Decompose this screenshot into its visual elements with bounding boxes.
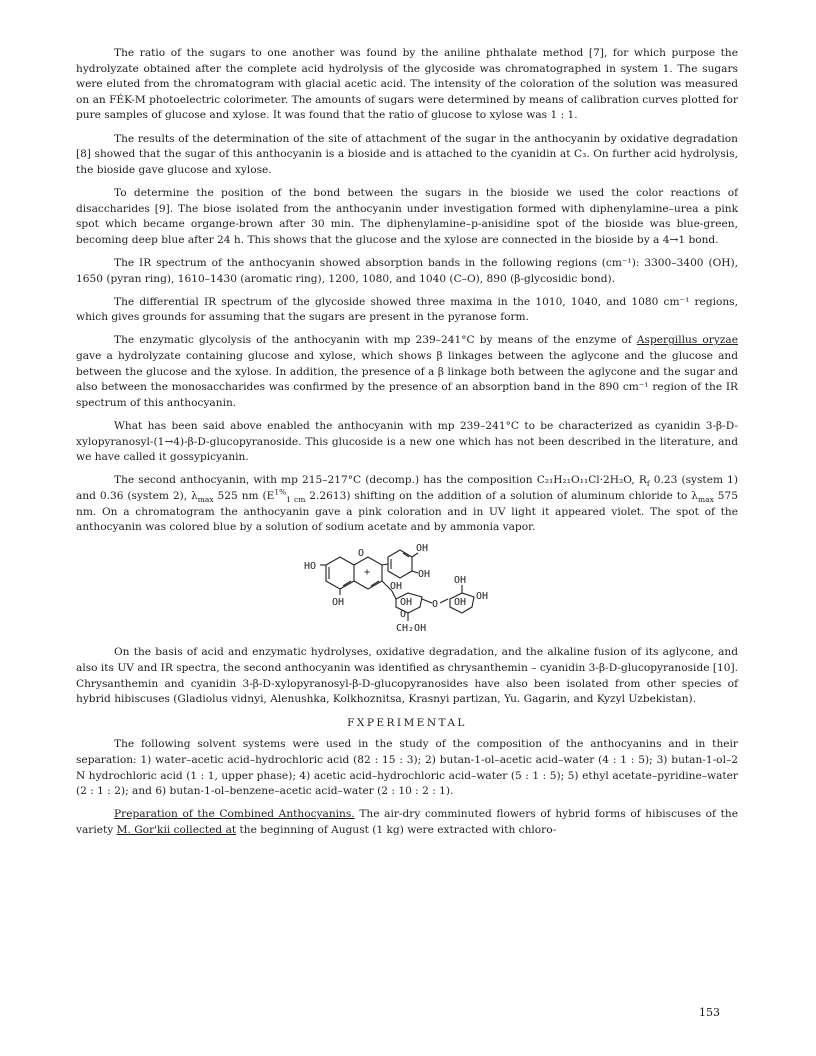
b-ring-oh-right-label: OH [418, 569, 431, 581]
second-p4: 2.2613) shifting on the addition of a solution of aluminum chloride to λ [305, 490, 699, 502]
chemical-structure-drawing [304, 543, 514, 635]
experimental-heading: FXPERIMENTAL [347, 716, 467, 729]
paragraph-sugar-ratio: The ratio of the sugars to one another was found by the aniline phthalate method [7], for which purpose the hydrolyzate obtained after the complete acid hydrolysis of the glycoside was chromatographed in system 1. The sugars were eluted from the chromatogram with glacial acetic acid. The intensity of the coloration of the solution was measured on an FÉK-M photoelectric colorimeter. The amounts of sugars were determined by means of calibration curves plotted for pure samples of glucose and xylose. It was found that the ratio of glucose to xylose was 1 : 1. [76, 47, 738, 122]
paragraph-bond-position: To determine the position of the bond between the sugars in the bioside we used the color reactions of disaccharides [9]. The biose isolated from the anthocyanin under investigation formed with diphenylamine–urea a pink spot which became organge-brown after 30 min. The diphenylamine–p-anisidine spot of the bioside was blue-green, becoming deep blue after 24 h. This shows that the glucose and the xylose are connected in the bioside by a 4→1 bond. [76, 186, 738, 246]
enzymatic-before: The enzymatic glycolysis of the anthocyanin with mp 239–241°C by means of the enzyme of [114, 334, 637, 347]
b-ring-oh-top-label: OH [416, 543, 429, 555]
paragraph-solvents: The following solvent systems were used in the study of the composition of the anthocyanins and in their separation: 1) water–acetic acid–hydrochloric acid (82 : 15 : 3); 2) butan-1-ol–acetic acid–water (4 : 1 : 5); 3) butan-1-ol–2 N hydrochloric acid (1 : 1, upper phase); 4) acetic acid–hydrochloric acid–water (5 : 1 : 5); 5) ethyl acetate–pyridine–water (2 : 1 : 2); and 6) butan-1-ol–benzene–acetic acid–water (2 : 10 : 2 : 1). [76, 738, 738, 798]
xylose-ring-oh-label: OH [454, 597, 467, 609]
ho-label: HO [304, 561, 317, 573]
enzymatic-after: gave a hydrolyzate containing glucose and xylose, which shows β linkages between the aglycone and the glucose and between the glucose and the xylose. In addition, the presence of a β linkage both between the aglycone and the sugar and also between the monosaccharides was confirmed by the presence of an absorption band in the 890 cm⁻¹ region of the IR spectrum of this anthocyanin. [76, 350, 738, 409]
xylose-oh-right-label: OH [476, 591, 489, 603]
paragraph-enzymatic [76, 333, 738, 411]
preparation-variety: M. Gor'kii collected at [116, 823, 237, 836]
second-p1: The second anthocyanin, with mp 215–217°C (decomp.) has the composition [114, 474, 537, 487]
flavylium-plus-label: + [364, 567, 371, 579]
ch2oh-label: CH₂OH [396, 623, 427, 635]
extinction-sub: 1 cm [286, 495, 306, 505]
rf-subscript: f [646, 479, 650, 489]
ring-oxygen-label: O [358, 548, 365, 560]
paragraph-preparation [76, 807, 738, 838]
preparation-title: Preparation of the Combined Anthocyanins. [114, 808, 355, 821]
glucose-ring-o-label: O [400, 609, 407, 621]
paragraph-second-anthocyanin [76, 473, 738, 535]
chemical-structure-figure [76, 543, 738, 635]
lambda-max-sub-2: max [698, 495, 714, 505]
paragraph-summary: What has been said above enabled the anthocyanin with mp 239–241°C to be characterized as cyanidin 3-β-D-xylopyranosyl-(1→4)-β-D-glucopyranoside. This glucoside is a new one which has not been described in the literature, and we have called it gossypicyanin. [76, 420, 738, 464]
article-body [76, 46, 738, 846]
glycosidic-o-label: O [432, 599, 439, 611]
paragraph-ir-spectrum: The IR spectrum of the anthocyanin showed absorption bands in the following regions (cm⁻¹): 3300–3400 (OH), 1650 (pyran ring), 1610–1430 (aromatic ring), 1200, 1080, and 1040 (C–O), 890 (β-glycosidic bond). [76, 256, 738, 285]
composition-formula: C₂₁H₂₁O₁₁Cl·2H₂O, R [536, 474, 647, 487]
glucose-oh-top-label: OH [390, 581, 403, 593]
preparation-before: The air-dry comminuted flowers of hybrid forms of hibiscuses of the variety [76, 808, 738, 836]
second-p5: 575 nm. On a chromatogram the anthocyanin gave a pink coloration and in UV light it appeared violet. The spot of the anthocyanin was colored blue by a solution of sodium acetate and by ammonia vapor. [76, 490, 739, 534]
organism-name: Aspergillus oryzae [636, 334, 738, 347]
xylose-oh-top-label: OH [454, 575, 467, 587]
paragraph-differential-ir: The differential IR spectrum of the glycoside showed three maxima in the 1010, 1040, and 1080 cm⁻¹ regions, which gives grounds for assuming that the sugars are present in the pyranose form. [76, 295, 738, 324]
glucose-ring-oh-label: OH [400, 597, 413, 609]
second-p2: 0.23 (system 1) and 0.36 (system 2), λ [76, 474, 739, 502]
preparation-after: the beginning of August (1 kg) were extracted with chloro- [236, 823, 557, 836]
a-ring-oh-label: OH [332, 597, 345, 609]
lambda-max-sub-1: max [197, 495, 214, 505]
second-p3: 525 nm (E [213, 490, 275, 502]
extinction-sup: 1% [274, 487, 287, 497]
page-number: 153 [699, 1006, 720, 1019]
paragraph-site-attachment: The results of the determination of the site of attachment of the sugar in the anthocyanin by oxidative degradation [8] showed that the sugar of this anthocyanin is a bioside and is attached to the cyanidin at C₃. On further acid hydrolysis, the bioside gave glucose and xylose. [76, 132, 738, 176]
paragraph-conclusion: On the basis of acid and enzymatic hydrolyses, oxidative degradation, and the alkaline fusion of its aglycone, and also its UV and IR spectra, the second anthocyanin was identified as chrysanthemin – cyanidin 3-β-D-glucopyranoside [10]. Chrysanthemin and cyanidin 3-β-D-xylopyranosyl-β-D-glucopyranosides have also been isolated from other species of hybrid hibiscuses (Gladiolus vidnyi, Alenushka, Kolkhoznitsa, Krasnyi partizan, Yu. Gagarin, and Kyzyl Uzbekistan). [76, 646, 738, 706]
